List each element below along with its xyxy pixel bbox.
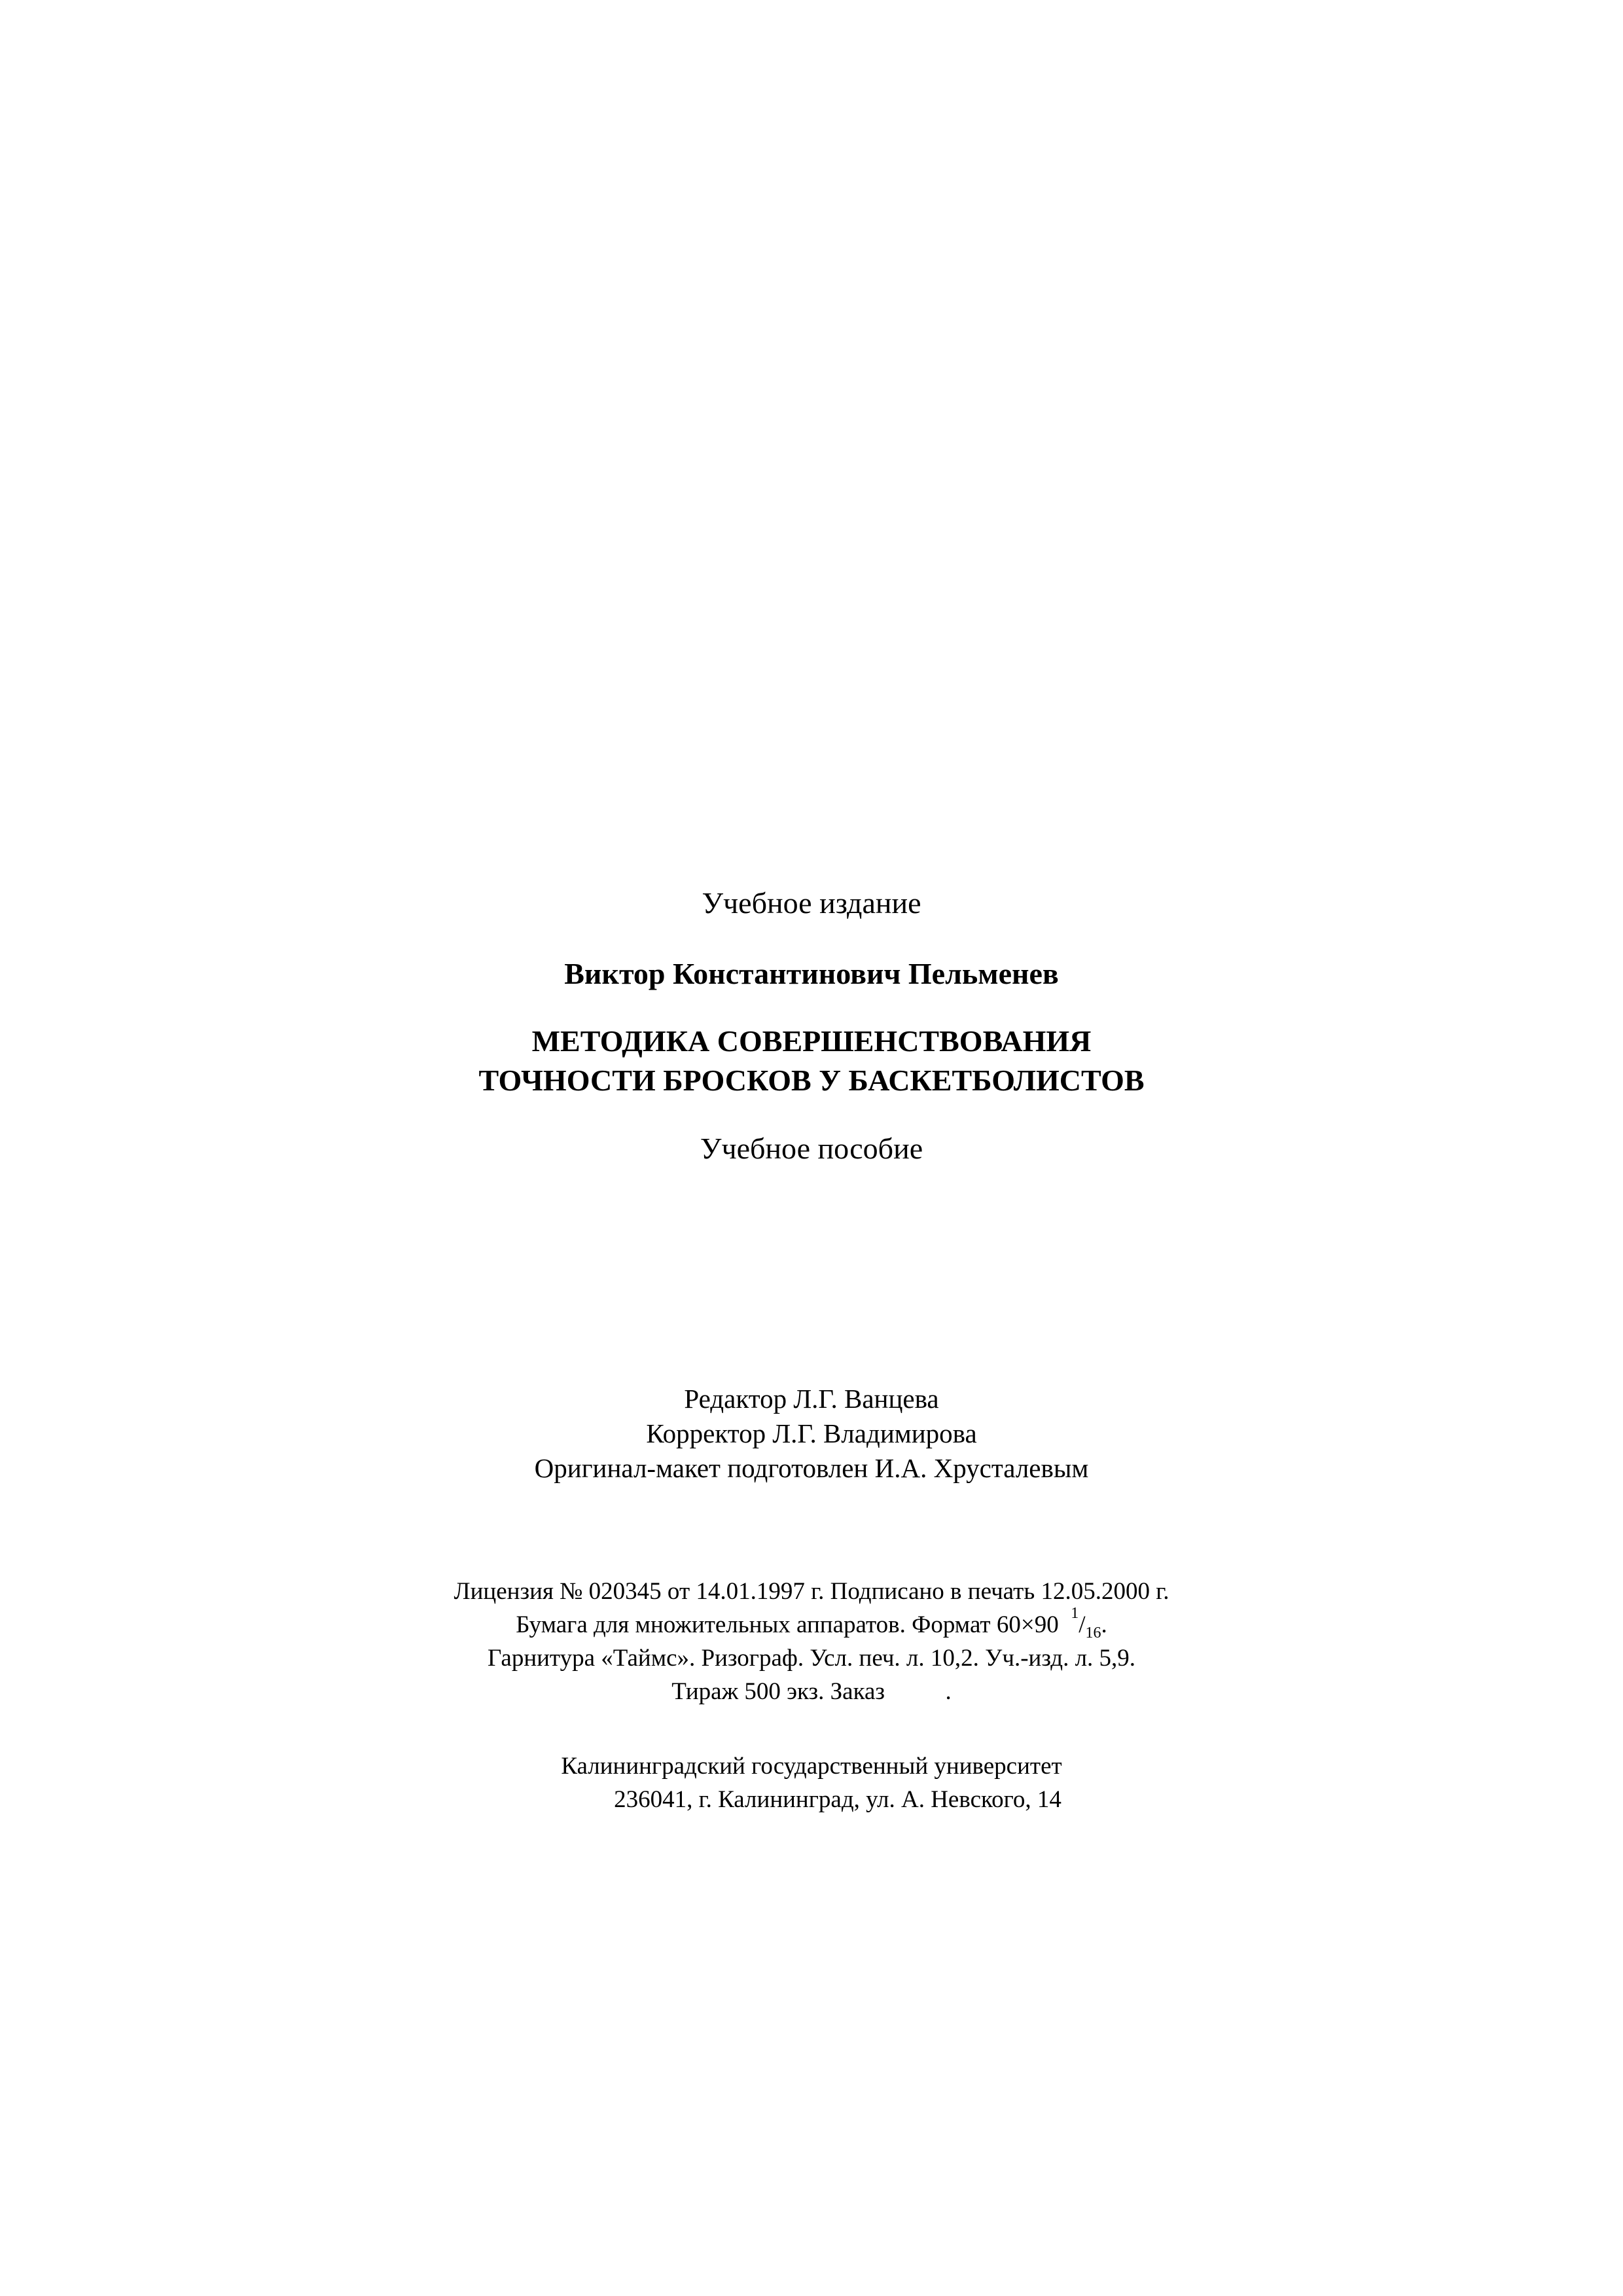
print-run-line: Тираж 500 экз. Заказ . — [671, 1678, 952, 1705]
paper-format-line — [0, 1605, 1623, 1641]
book-type: Учебное пособие — [700, 1132, 923, 1165]
format-separator: / — [1079, 1611, 1086, 1638]
publisher-name: Калининградский государственный университет — [561, 1753, 1062, 1780]
book-title-line-1: МЕТОДИКА СОВЕРШЕНСТВОВАНИЯ — [531, 1024, 1092, 1058]
typeface-line: Гарнитура «Таймс». Ризограф. Усл. печ. л. 10,2. Уч.-изд. л. 5,9. — [487, 1645, 1136, 1672]
proofreader-credit: Корректор Л.Г. Владимирова — [646, 1418, 977, 1448]
license-line: Лицензия № 020345 от 14.01.1997 г. Подписано в печать 12.05.2000 г. — [454, 1578, 1169, 1605]
book-title-line-2: ТОЧНОСТИ БРОСКОВ У БАСКЕТБОЛИСТОВ — [478, 1064, 1145, 1097]
publisher-address: 236041, г. Калининград, ул. А. Невского, 14 — [614, 1786, 1061, 1813]
layout-credit: Оригинал-макет подготовлен И.А. Хрусталевым — [534, 1453, 1089, 1483]
format-numerator: 1 — [1071, 1605, 1079, 1622]
format-denominator: 16 — [1085, 1624, 1101, 1641]
paper-format-text: Бумага для множительных аппаратов. Формат 60×90 — [516, 1611, 1071, 1638]
author-name: Виктор Константинович Пельменев — [564, 957, 1059, 990]
format-end: . — [1101, 1611, 1107, 1638]
editor-credit: Редактор Л.Г. Ванцева — [684, 1384, 939, 1414]
edition-type: Учебное издание — [702, 886, 921, 920]
